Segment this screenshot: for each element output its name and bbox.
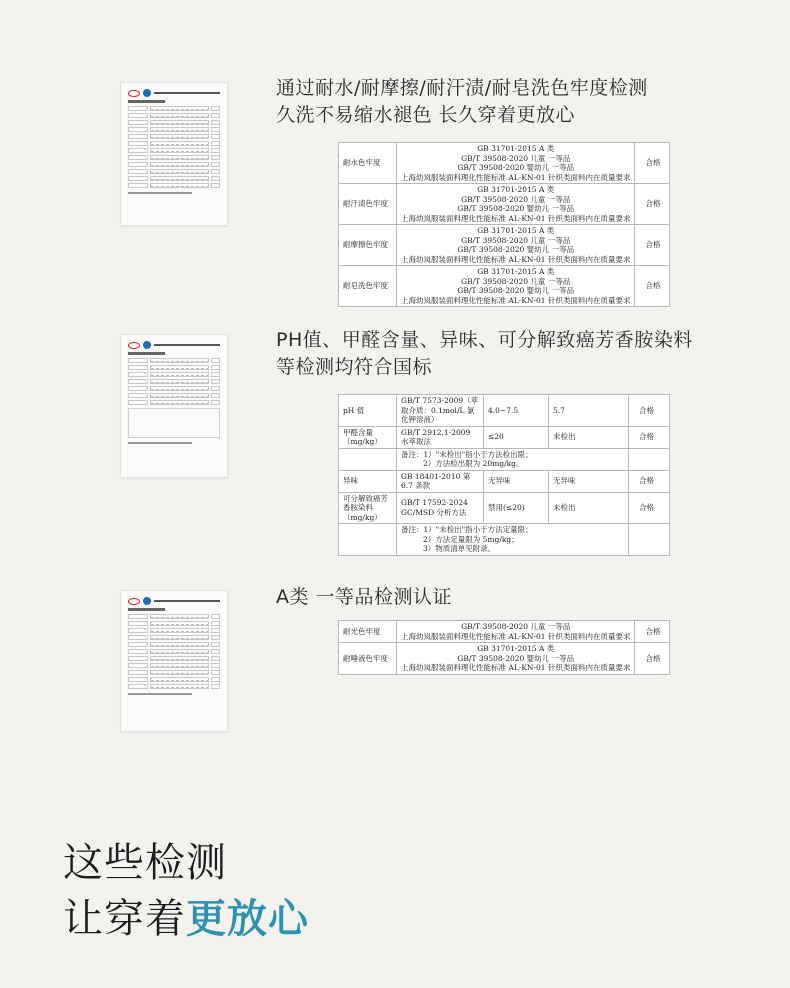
closing-line-1: 这些检测 bbox=[63, 840, 227, 886]
closing-accent-text: 更放心 bbox=[186, 896, 309, 942]
table-row: 耐唾液色牢度 GB 31701-2015 A 类 GB/T 39508-2020 婴幼儿 一等品 上海幼岚服装面料理化性能标准 AL-KN-01 针织类面料内在质量要求 合格 bbox=[339, 643, 670, 675]
colorfastness-table bbox=[338, 142, 670, 307]
table-row: 耐汗渍色牢度 GB 31701-2015 A 类 GB/T 39508-2020 儿童 一等品 GB/T 39508-2020 婴幼儿 一等品 上海幼岚服装面料理化性能标准 AL-KN-01 针织类面料内在质量要求 合格 bbox=[339, 184, 670, 225]
table-row: 异味 GB 18401-2010 第 6.7 条款 无异味 无异味 合格 bbox=[339, 470, 670, 492]
table-row: 甲醛含量（mg/kg） GB/T 2912.1-2009 水萃取法 ≤20 未检出 合格 bbox=[339, 426, 670, 448]
table-row: 备注：1）"未检出"指小于方法检出限； 2）方法检出限为 20mg/kg。 bbox=[339, 448, 670, 470]
ilac-logo-icon bbox=[143, 89, 151, 97]
certification-table bbox=[338, 620, 670, 675]
table-row: 可分解致癌芳香胺染料（mg/kg） GB/T 17592-2024 GC/MSD 分析方法 禁用(≤20) 未检出 合格 bbox=[339, 492, 670, 524]
closing-line-2: 让穿着更放心 bbox=[63, 896, 309, 942]
test-report-thumbnail-2 bbox=[120, 334, 228, 478]
cma-logo-icon bbox=[128, 90, 140, 97]
table-row: 耐光色牢度 GB/T 39508-2020 儿童 一等品 上海幼岚服装面料理化性能标准 AL-KN-01 针织类面料内在质量要求 合格 bbox=[339, 621, 670, 643]
table-row: 耐皂洗色牢度 GB 31701-2015 A 类 GB/T 39508-2020 儿童 一等品 GB/T 39508-2020 婴幼儿 一等品 上海幼岚服装面料理化性能标准 AL-KN-01 针织类面料内在质量要求 合格 bbox=[339, 266, 670, 307]
section-3-heading: A类 一等品检测认证 bbox=[276, 586, 453, 608]
section-1-heading: 通过耐水/耐摩擦/耐汗渍/耐皂洗色牢度检测 久洗不易缩水褪色 长久穿着更放心 bbox=[276, 77, 648, 126]
ilac-logo-icon bbox=[143, 341, 151, 349]
chemical-test-table bbox=[338, 394, 670, 556]
table-row: 备注：1）"未检出"指小于方法定量限； 2）方法定量限为 5mg/kg； 3）物质清单见附录。 bbox=[339, 524, 670, 556]
cma-logo-icon bbox=[128, 598, 140, 605]
section-2-heading: PH值、甲醛含量、异味、可分解致癌芳香胺染料 等检测均符合国标 bbox=[276, 329, 693, 378]
cma-logo-icon bbox=[128, 342, 140, 349]
table-row: 耐水色牢度 GB 31701-2015 A 类 GB/T 39508-2020 儿童 一等品 GB/T 39508-2020 婴幼儿 一等品 上海幼岚服装面料理化性能标准 AL-KN-01 针织类面料内在质量要求 合格 bbox=[339, 143, 670, 184]
test-report-thumbnail-1 bbox=[120, 82, 228, 226]
closing-slogan bbox=[63, 835, 309, 947]
ilac-logo-icon bbox=[143, 597, 151, 605]
table-row: 耐摩擦色牢度 GB 31701-2015 A 类 GB/T 39508-2020 儿童 一等品 GB/T 39508-2020 婴幼儿 一等品 上海幼岚服装面料理化性能标准 AL-KN-01 针织类面料内在质量要求 合格 bbox=[339, 225, 670, 266]
table-row: pH 值 GB/T 7573-2009（萃取介质：0.1mol/L 氯化钾溶液） 4.0~7.5 5.7 合格 bbox=[339, 395, 670, 427]
test-report-thumbnail-3 bbox=[120, 590, 228, 732]
